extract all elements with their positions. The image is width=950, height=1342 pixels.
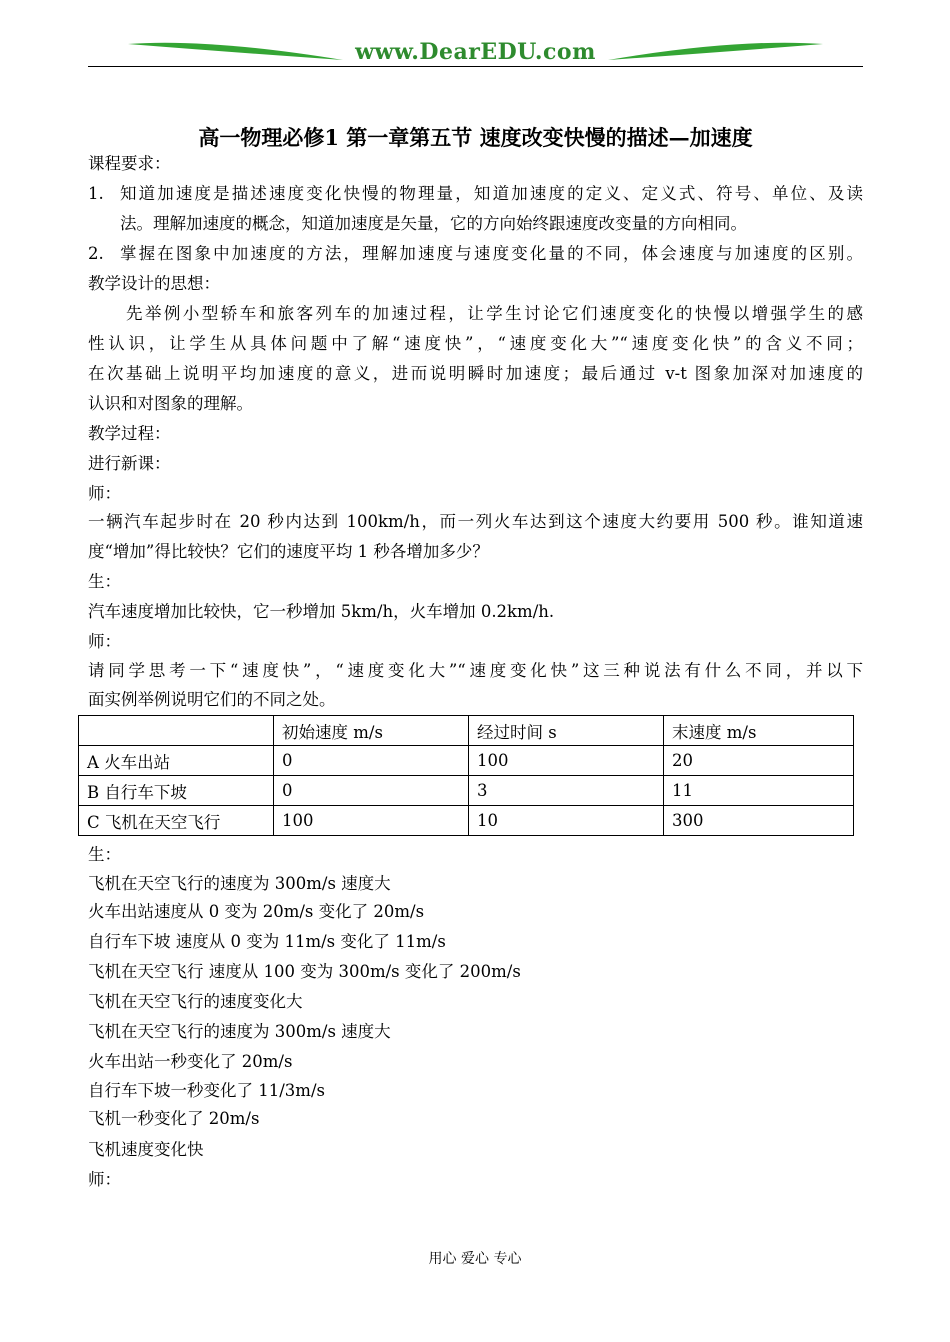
site-logo[interactable]: www.DearEDU.com [355,39,596,65]
answer-line: 飞机在天空飞行的速度为 300m/s 速度大 [88,1022,391,1041]
student-label: 生： [88,572,121,591]
req2-number: 2. [88,244,104,263]
answer1: 汽车速度增加比较快，它一秒增加 5km/h，火车增加 0.2km/h. [88,602,555,621]
answer-line: 自行车下坡一秒变化了 11/3m/s [88,1081,325,1100]
answer-line: 火车出站一秒变化了 20m/s [88,1052,293,1071]
table-header-cell: 经过时间 s [469,716,664,746]
student-label: 生： [88,845,121,864]
design-line1: 先举例小型轿车和旅客列车的加速过程，让学生讨论它们速度变化的快慢以增强学生的感 [126,304,863,323]
table-cell: 300 [664,806,854,836]
speed-table [78,715,854,836]
header-banner [88,38,863,68]
answer-line: 飞机在天空飞行的速度变化大 [88,992,303,1011]
question1-line1: 一辆汽车起步时在 20 秒内达到 100km/h，而一列火车达到这个速度大约要用 500 秒。谁知道速 [88,512,863,531]
table-cell: C 飞机在天空飞行 [79,806,274,836]
req1-number: 1. [88,184,104,203]
req2-line1: 掌握在图象中加速度的方法，理解加速度与速度变化量的不同，体会速度与加速度的区别。 [120,244,863,263]
table-cell: 11 [664,776,854,806]
table-cell: 0 [274,746,469,776]
table-header-cell: 初始速度 m/s [274,716,469,746]
table-header-cell: 末速度 m/s [664,716,854,746]
header-divider [88,66,863,67]
table-cell: A 火车出站 [79,746,274,776]
answer-line: 火车出站速度从 0 变为 20m/s 变化了 20m/s [88,902,425,921]
design-line3: 在次基础上说明平均加速度的意义，进而说明瞬时加速度；最后通过 v-t 图象加深对加速度的 [88,364,863,383]
teacher-label: 师： [88,632,121,651]
answer-line: 飞机一秒变化了 20m/s [88,1109,260,1128]
table-cell: 20 [664,746,854,776]
design-line4: 认识和对图象的理解。 [88,394,253,413]
table-cell: 0 [274,776,469,806]
design-line2: 性认识，让学生从具体问题中了解“速度快”，“速度变化大”“速度变化快”的含义不同； [88,334,863,353]
teacher-label: 师： [88,1170,121,1189]
table-cell: 10 [469,806,664,836]
table-header-row [79,716,854,746]
table-row [79,776,854,806]
table-cell: 100 [274,806,469,836]
table-header-cell [79,716,274,746]
req1-line1: 知道加速度是描述速度变化快慢的物理量，知道加速度的定义、定义式、符号、单位、及读 [120,184,863,203]
process-heading: 教学过程： [88,424,171,443]
answer-line: 飞机在天空飞行 速度从 100 变为 300m/s 变化了 200m/s [88,962,521,981]
question1-line2: 度“增加”得比较快？它们的速度平均 1 秒各增加多少？ [88,542,489,561]
table-row [79,746,854,776]
question2-line1: 请同学思考一下“速度快”，“速度变化大”“速度变化快”这三种说法有什么不同，并以下 [88,661,863,680]
question2-line2: 面实例举例说明它们的不同之处。 [88,690,336,709]
teacher-label: 师： [88,484,121,503]
page-footer: 用心 爱心 专心 [428,1251,522,1267]
new-lesson-label: 进行新课： [88,454,171,473]
table-cell: 100 [469,746,664,776]
answer-line: 自行车下坡 速度从 0 变为 11m/s 变化了 11m/s [88,932,446,951]
requirements-heading: 课程要求： [88,154,171,173]
table-cell: 3 [469,776,664,806]
table-row [79,806,854,836]
design-heading: 教学设计的思想： [88,274,220,293]
answer-line: 飞机速度变化快 [88,1140,204,1159]
answer-line: 飞机在天空飞行的速度为 300m/s 速度大 [88,874,391,893]
req1-line2: 法。理解加速度的概念，知道加速度是矢量，它的方向始终跟速度改变量的方向相同。 [120,214,747,233]
page-title: 高一物理必修1 第一章第五节 速度改变快慢的描述—加速度 [198,125,753,150]
table-cell: B 自行车下坡 [79,776,274,806]
